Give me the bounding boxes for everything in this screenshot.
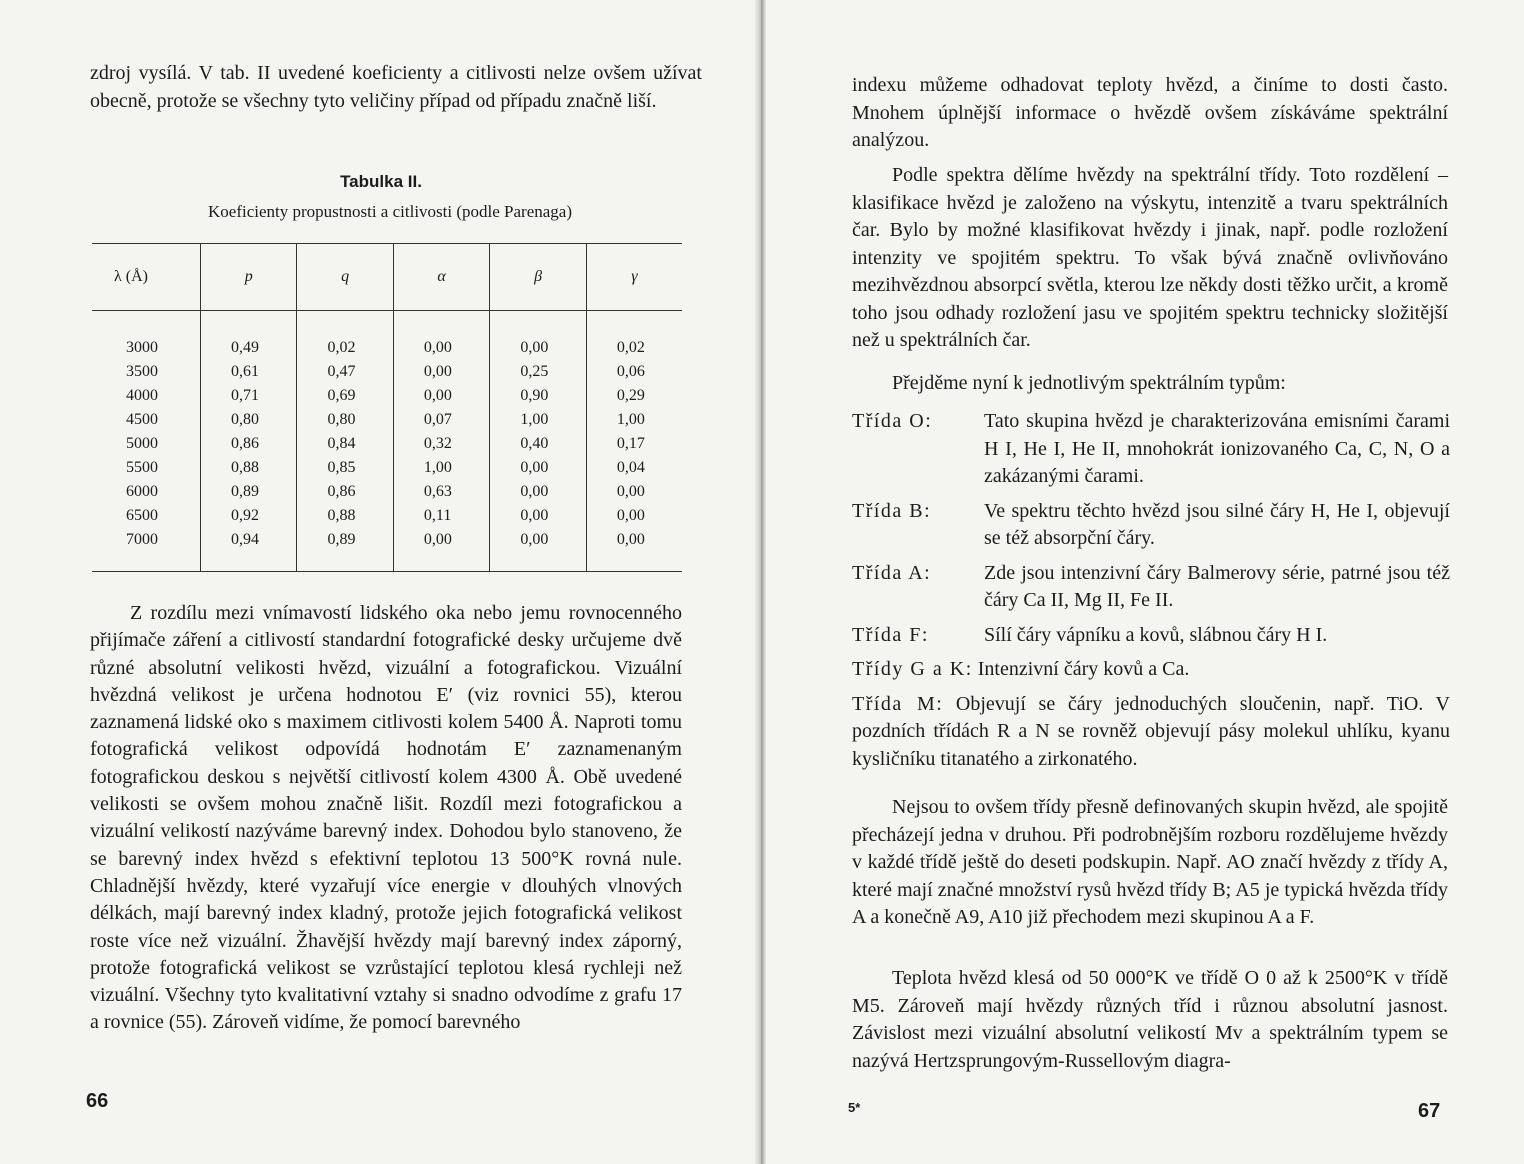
class-description: Zde jsou intenzivní čáry Balmerovy série, patrné jsou též čáry Ca II, Mg II, Fe II. <box>984 561 1450 611</box>
table-cell: 7000 <box>92 528 201 572</box>
table-cell: 4500 <box>92 408 201 432</box>
table-row <box>92 432 682 456</box>
table-cell: 0,00 <box>490 456 586 480</box>
table-cell: 0,85 <box>297 456 393 480</box>
class-item-m <box>852 691 1450 774</box>
table-row <box>92 528 682 572</box>
table-cell: 6500 <box>92 504 201 528</box>
table-cell: 0,07 <box>393 408 489 432</box>
table-row <box>92 480 682 504</box>
table-cell: 1,00 <box>616 411 645 428</box>
coefficient-table <box>92 243 682 572</box>
table-cell: 0,92 <box>201 504 297 528</box>
table-cell: 0,00 <box>616 483 645 500</box>
table-cell: 0,63 <box>393 480 489 504</box>
spectral-types-lead: Přejděme nyní k jednotlivým spektrálním typům: <box>892 372 1286 394</box>
table-cell: 0,47 <box>297 360 393 384</box>
table-cell: 0,86 <box>201 432 297 456</box>
class-description: Sílí čáry vápníku a kovů, slábnou čáry H I. <box>984 623 1328 646</box>
table-cell: 0,61 <box>201 360 297 384</box>
table-cell: 0,06 <box>616 363 645 380</box>
table-cell: 5000 <box>92 432 201 456</box>
class-label: Třída B: <box>852 499 932 522</box>
table-cell: 0,00 <box>490 480 586 504</box>
column-header-alpha: α <box>393 244 489 311</box>
class-item-a <box>852 560 1450 615</box>
class-item-o <box>852 408 1450 491</box>
column-header-p: p <box>201 244 297 311</box>
table-subtitle: Koeficienty propustnosti a citlivosti (podle Parenaga) <box>208 202 572 221</box>
column-header-q: q <box>297 244 393 311</box>
table-row <box>92 504 682 528</box>
class-label: Třídy G a K: <box>852 658 973 680</box>
table-cell: 6000 <box>92 480 201 504</box>
table-cell: 0,02 <box>297 311 393 361</box>
table-cell: 0,00 <box>393 528 489 572</box>
table-cell: 0,25 <box>490 360 586 384</box>
table-cell: 0,40 <box>490 432 586 456</box>
table-header-row <box>92 244 682 311</box>
table-cell: 0,11 <box>393 504 489 528</box>
table-cell: 0,00 <box>490 311 586 361</box>
class-item-g-k <box>852 656 1450 684</box>
class-item-b <box>852 498 1450 553</box>
table-cell: 0,29 <box>616 387 645 404</box>
left-page-number: 66 <box>86 1090 109 1112</box>
table-cell: 0,88 <box>297 504 393 528</box>
table-cell: 0,17 <box>616 435 645 452</box>
table-cell: 0,80 <box>201 408 297 432</box>
table-cell: 0,00 <box>393 311 489 361</box>
class-label: Třída A: <box>852 561 932 584</box>
table-cell: 0,00 <box>490 528 586 572</box>
table-cell: 0,89 <box>201 480 297 504</box>
table-cell: 1,00 <box>393 456 489 480</box>
class-description: Objevují se čáry jednoduchých sloučenin, např. TiO. V pozdních třídách R a N se rovněž objevují pásy molekul uhlíku, kyanu kysličníku titanatého a zirkonatého. <box>852 692 1450 770</box>
table-cell: 0,89 <box>297 528 393 572</box>
table-cell: 0,02 <box>616 339 645 356</box>
class-label: Třída O: <box>852 410 933 432</box>
class-label: Třída M: <box>852 692 944 715</box>
table-cell: 1,00 <box>490 408 586 432</box>
table-row <box>92 360 682 384</box>
table-cell: 5500 <box>92 456 201 480</box>
subclasses-paragraph: Nejsou to ovšem třídy přesně definovaných skupin hvězd, ale spojitě přecházejí jedna v druhou. Při podrobnějším rozboru rozdělujeme hvězdy v každé třídě ještě do deseti podskupin. Např. AO značí hvězdy z třídy A, které mají značné množství rysů hvězd třídy B; A5 je typická hvězda třídy A a konečně A9, A10 již přechodem mezi skupinou A a F. <box>852 796 1448 928</box>
table-cell: 0,00 <box>393 360 489 384</box>
table-cell: 0,69 <box>297 384 393 408</box>
table-row <box>92 311 682 361</box>
table-cell: 0,80 <box>297 408 393 432</box>
table-cell: 0,04 <box>616 459 645 476</box>
table-cell: 0,00 <box>490 504 586 528</box>
spectral-class-list <box>852 408 1450 780</box>
right-intro-text: indexu můžeme odhadovat teploty hvězd, a činíme to dosti často. Mnohem úplnější informace o hvězdě ovšem získáváme spektrální analýzou. <box>852 74 1448 151</box>
class-description: Tato skupina hvězd je charakterizována emisními čarami H I, He I, He II, mnohokrát ionizovaného Ca, C, N, O a zakázanými čarami. <box>984 410 1450 487</box>
table-cell: 0,49 <box>201 311 297 361</box>
temperature-paragraph: Teplota hvězd klesá od 50 000°K ve třídě O 0 až k 2500°K v třídě M5. Zároveň mají hvězdy různých tříd i různou absolutní jasnost. Závislost mezi vizuální absolutní velikostí Mv a spektrálním typem se nazývá Hertzsprungovým-Russellovým diagra- <box>852 967 1448 1072</box>
table-cell: 0,86 <box>297 480 393 504</box>
table-cell: 0,71 <box>201 384 297 408</box>
column-header-gamma: γ <box>586 244 682 311</box>
right-page-number: 67 <box>1418 1100 1441 1122</box>
table-title: Tabulka II. <box>340 172 422 191</box>
class-description: Intenzivní čáry kovů a Ca. <box>977 658 1190 680</box>
table-cell: 4000 <box>92 384 201 408</box>
column-header-beta: β <box>490 244 586 311</box>
table-cell: 0,32 <box>393 432 489 456</box>
table-cell: 0,94 <box>201 528 297 572</box>
table-cell: 0,00 <box>393 384 489 408</box>
class-item-f <box>852 622 1450 650</box>
table-row <box>92 384 682 408</box>
table-cell: 0,88 <box>201 456 297 480</box>
printer-signature-mark: 5* <box>848 1100 861 1115</box>
table-cell: 3500 <box>92 360 201 384</box>
table-cell: 0,84 <box>297 432 393 456</box>
spectral-classes-paragraph: Podle spektra dělíme hvězdy na spektrální třídy. Toto rozdělení – klasifikace hvězd je založeno na výskytu, intenzitě a tvaru spektrálních čar. Bylo by možné klasifikovat hvězdy i jinak, např. podle rozložení intenzity ve spojitém spektru. To však bývá značně ovlivňováno mezihvězdnou absorpcí světla, kterou lze někdy dosti těžko určit, a kromě toho jsou odhady rozložení jasu ve spojitém spektru technicky složitější než u spektrálních čar. <box>852 164 1448 351</box>
table-cell: 0,00 <box>616 507 645 524</box>
table-cell: 3000 <box>92 311 201 361</box>
table-row <box>92 456 682 480</box>
class-label: Třída F: <box>852 623 929 646</box>
left-intro-text: zdroj vysílá. V tab. II uvedené koeficienty a citlivosti nelze ovšem užívat obecně, protože se všechny tyto veličiny případ od případu značně liší. <box>90 62 702 112</box>
class-description: Ve spektru těchto hvězd jsou silné čáry H, He I, objevují se též absorpční čáry. <box>984 499 1450 549</box>
table-cell: 0,00 <box>586 528 682 572</box>
column-header-wavelength: λ (Å) <box>92 244 201 311</box>
table-cell: 0,90 <box>490 384 586 408</box>
table-row <box>92 408 682 432</box>
left-body-paragraph: Z rozdílu mezi vnímavostí lidského oka nebo jemu rovnocenného přijímače záření a citlivostí standardní fotografické desky určujeme dvě různé absolutní velikosti hvězd, vizuální a fotografickou. Vizuální hvězdná velikost je určena hodnotou E′ (viz rovnici 55), kterou zaznamená lidské oko s maximem citlivosti kolem 5400 Å. Naproti tomu fotografická velikost odpovídá hodnotám E′ zaznamenaným fotografickou deskou s největší citlivostí kolem 4300 Å. Obě uvedené velikosti se ovšem mohou značně lišit. Rozdíl mezi fotografickou a vizuální velikostí nazýváme barevný index. Dohodou bylo stanoveno, že se barevný index hvězd s efektivní teplotou 13 500°K rovná nule. Chladnější hvězdy, které vyzařují více energie v dlouhých vlnových délkách, mají barevný index kladný, protože jejich fotografická velikost roste více než vizuální. Žhavější hvězdy mají barevný index záporný, protože fotografická velikost se vzrůstající teplotou klesá rychleji než vizuální. Všechny tyto kvalitativní vztahy si snadno odvodíme z grafu 17 a rovnice (55). Zároveň vidíme, že pomocí barevného <box>90 602 682 1034</box>
